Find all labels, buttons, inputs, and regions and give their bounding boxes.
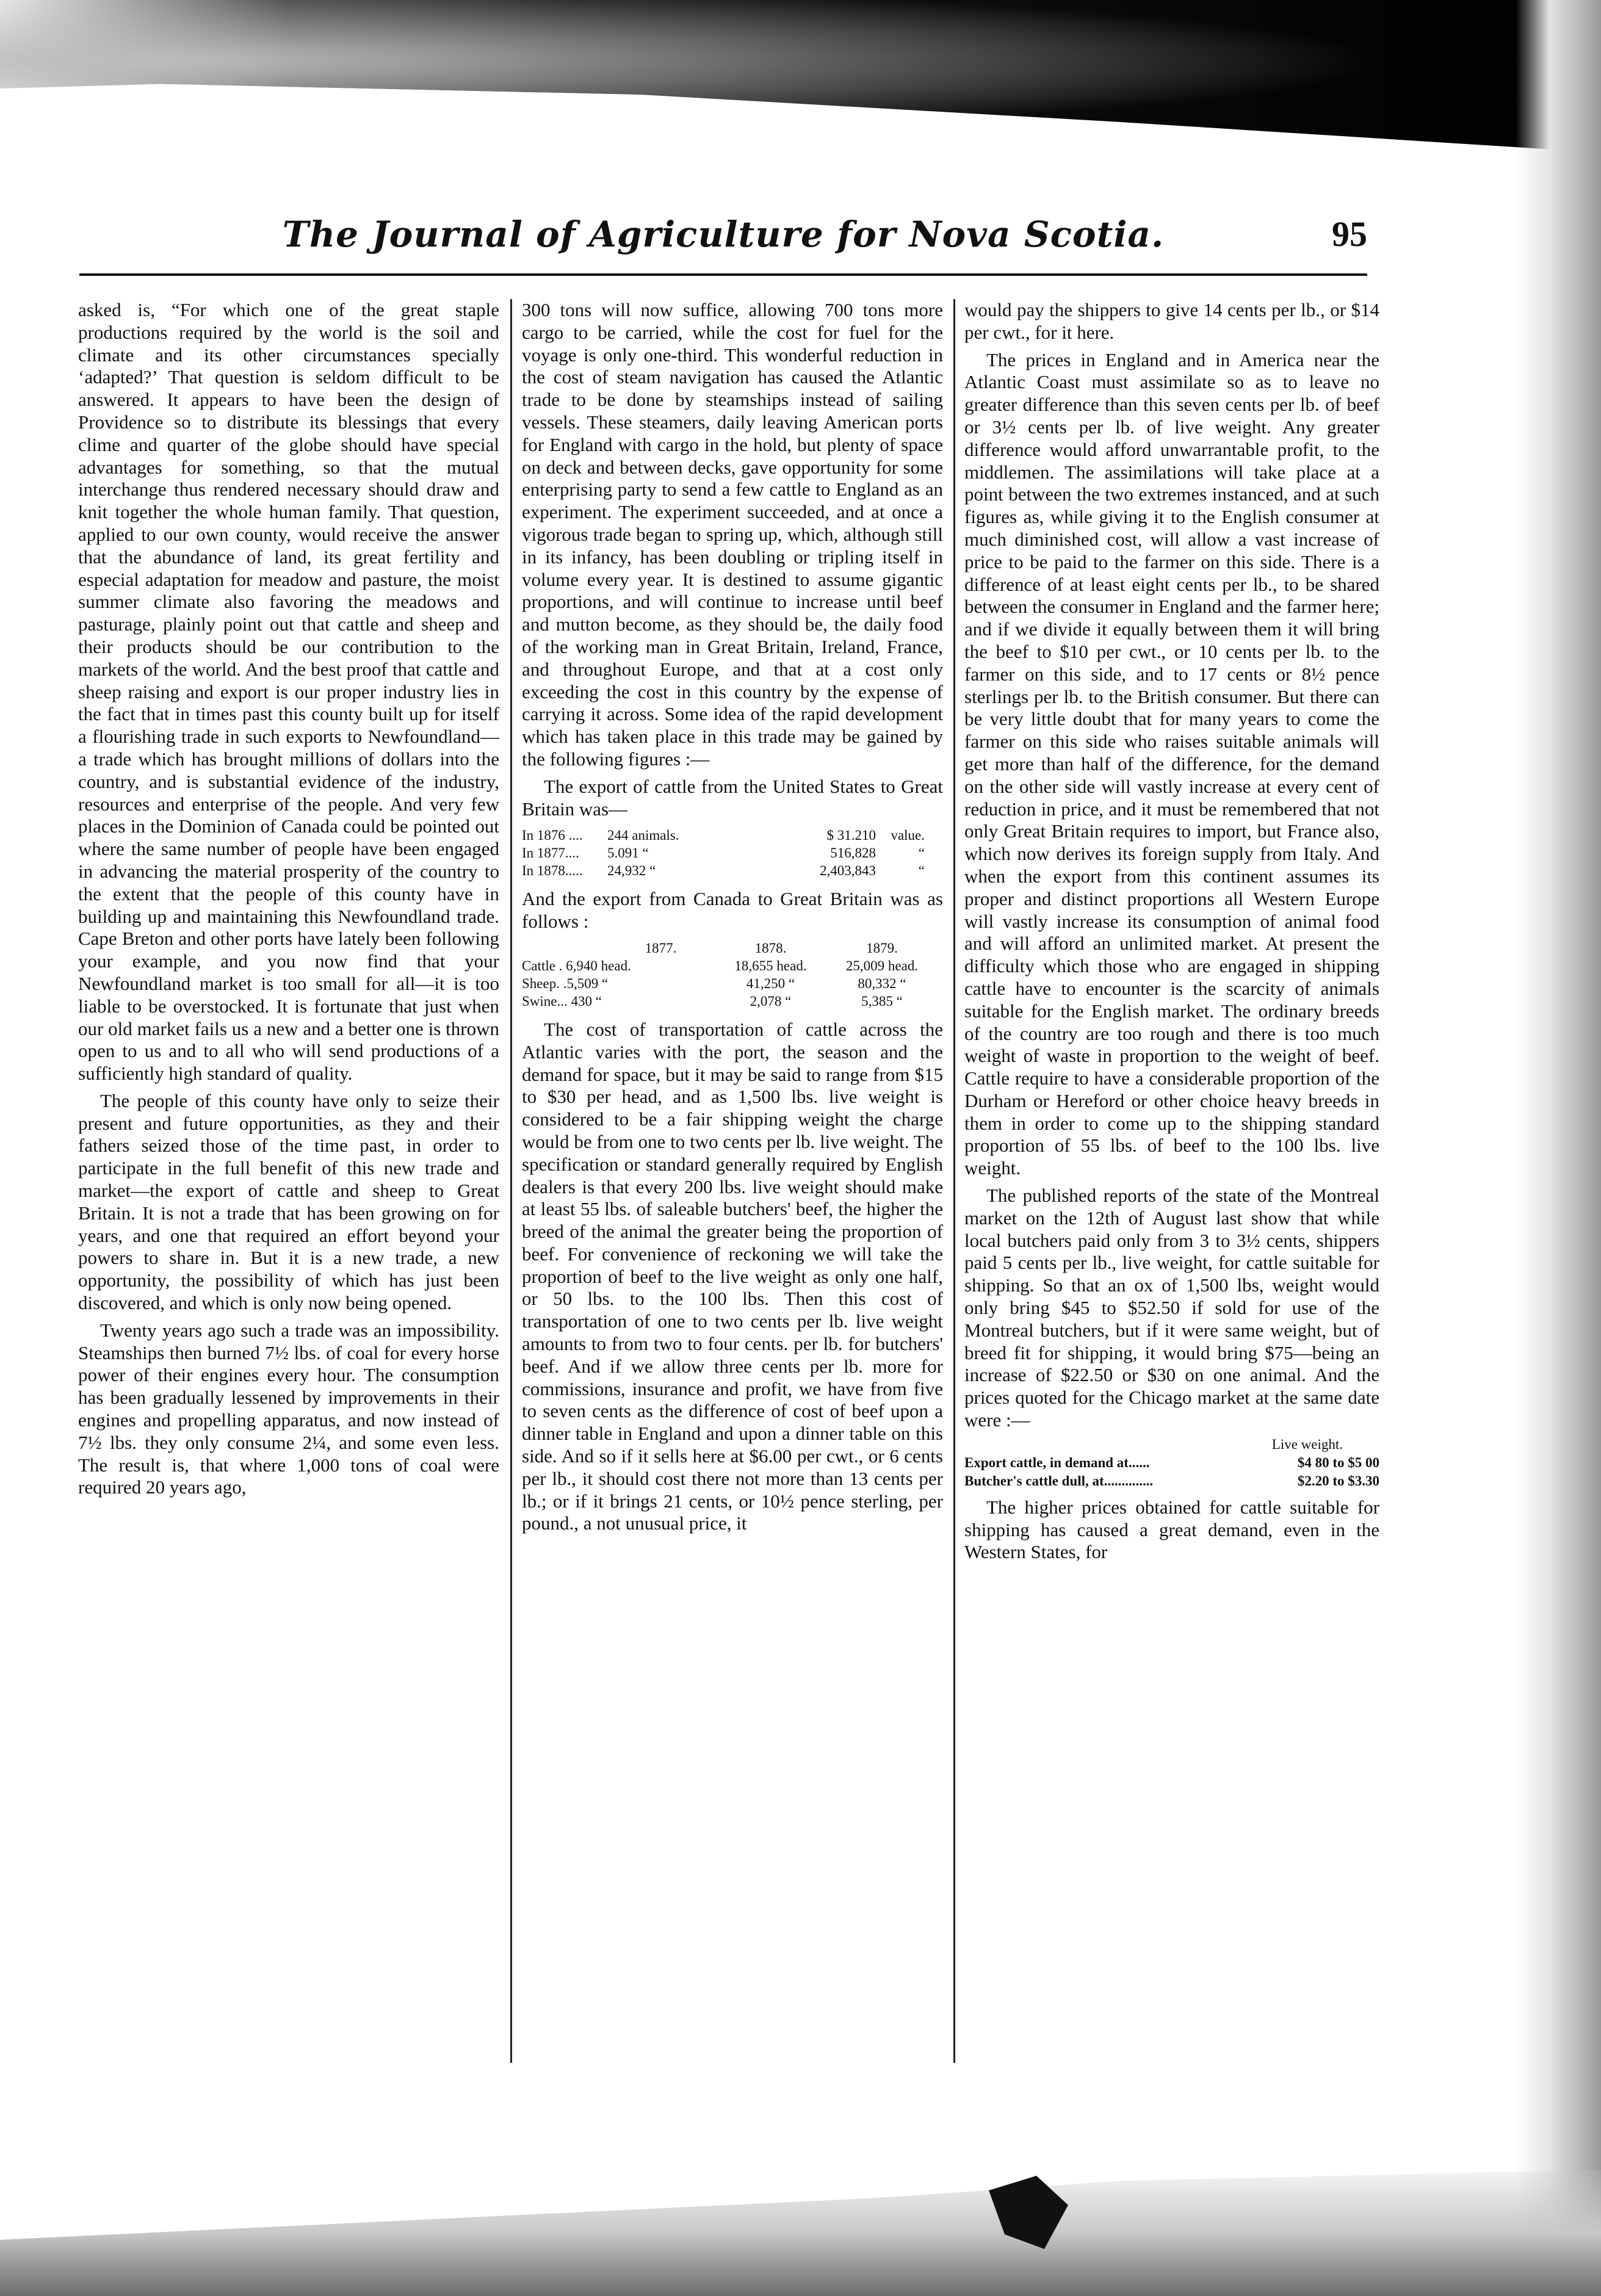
- table-row: Export cattle, in demand at...... $4 80 to $5 00: [964, 1454, 1379, 1470]
- paragraph: would pay the shippers to give 14 cents per lb., or $14 per cwt., for it here.: [964, 299, 1379, 343]
- us-export-table: [522, 826, 943, 879]
- table-header-row: 1877. 1878. 1879.: [645, 940, 898, 956]
- chicago-prices-table: [964, 1435, 1379, 1490]
- column-divider-2: [953, 299, 955, 2063]
- table-row: In 1876 .... 244 animals. $ 31.210 value.: [522, 828, 925, 843]
- paragraph: asked is, “For which one of the great staple productions required by the world is the soil and climate and its other circumstances specially ‘adapted?’ That question is seldom difficult to be answered. It appears to have been the design of Providence so to distribute its blessings that every clime and quarter of the globe should have special advantages for something, so that the mutual interchange thus rendered necessary should draw and knit together the whole human family. That question, applied to our own county, would receive the answer that the abundance of land, its great fertility and especial adaptation for meadow and pasture, the moist summer climate also favoring the meadows and pasturage, plainly point out that cattle and sheep and their products should be our contribution to the markets of the world. And the best proof that cattle and sheep raising and export is our proper industry lies in the fact that in times past this county built up for itself a flourishing trade in such exports to Newfoundland—a trade which has brought millions of dollars into the country, and is substantial evidence of the industry, resources and enterprise of the people. And very few places in the Dominion of Canada could be pointed out where the same number of people have been engaged in advancing the material prosperity of the country to the extent that the people of this county have in building up and maintaining this Newfoundland trade. Cape Breton and other ports have lately been following your example, and you now find that your Newfoundland market is too small for all—it is too liable to be overstocked. It is fortunate that just when our old market fails us a new and a better one is thrown open to us and to all who will send productions of a sufficiently high standard of quality.: [78, 299, 499, 1085]
- page-number: 95: [1332, 214, 1367, 254]
- paragraph: The people of this county have only to seize their present and future opportunities, as they and their fathers seized those of the time past, in order to participate in the full benefit of this new trade and market—the export of cattle and sheep to Great Britain. It is not a trade that has been growing on for years, and one that required an effort beyond your powers to share in. But it is a new trade, a new opportunity, the possibility of which has just been discovered, and which is only now being opened.: [78, 1089, 499, 1314]
- table-row: Swine... 430 “ 2,078 “ 5,385 “: [522, 993, 903, 1009]
- table-row: In 1878..... 24,932 “ 2,403,843 “: [522, 863, 925, 879]
- column-3: [964, 299, 1379, 1564]
- paragraph: 300 tons will now suffice, allowing 700 tons more cargo to be carried, while the cost for fuel for the voyage is only one-third. This wonderful reduction in the cost of steam navigation has caused the Atlantic trade to be done by steamships instead of sailing vessels. These steamers, daily leaving American ports for England with cargo in the hold, but plenty of space on deck and between decks, gave opportunity for some enterprising party to send a few cattle to England as an experiment. The experiment succeeded, and at once a vigorous trade began to spring up, which, although still in its infancy, has been doubling or tripling itself in volume every year. It is destined to assume gigantic proportions, and will continue to increase until beef and mutton become, as they should be, the daily food of the working man in Great Britain, Ireland, France, and throughout Europe, and that at a cost only exceeding the cost in this country by the expense of carrying it across. Some idea of the rapid development which has taken place in this trade may be gained by the following figures :—: [522, 299, 943, 770]
- table-row: Butcher's cattle dull, at.............. $2.20 to $3.30: [964, 1473, 1379, 1489]
- scan-shadow-bottom: [0, 2156, 1601, 2296]
- paragraph: The prices in England and in America near the Atlantic Coast must assimilate so as to leave no greater difference than this seven cents per lb. of beef or 3½ cents per lb. of live weight. Any greater difference would afford unwarrantable profit, to the middlemen. The assimilations will take place at a point between the two extremes instanced, and at such figures as, while giving it to the English consumer at much diminished cost, will allow a vast increase of price to be paid to the farmer on this side. There is a difference of at least eight cents per lb., to be shared between the consumer in England and the farmer here; and if we divide it equally between them it will bring the beef to $10 per cwt., or 10 cents per lb. to the farmer on this side, and to 17 cents or 8½ pence sterlings per lb. to the British consumer. But there can be very little doubt that for many years to come the farmer on this side who raises suitable animals will get more than half of the difference, for the demand on the other side will vastly increase at every cent of reduction in price, and it must be remembered that not only Great Britain requires to import, but France also, which now derives its foreign supply from Italy. And when the export from this continent assumes its proper and distinct proportions all Western Europe will vastly increase its consumption of animal food and will afford an unlimited market. At present the difficulty which those who are engaged in shipping cattle have to encounter is the scarcity of animals suitable for the English market. The ordinary breeds of the country are too rough and there is too much weight of waste in proportion to the weight of beef. Cattle require to have a considerable proportion of the Durham or Hereford or other choice heavy breeds in them in order to come up to the shipping standard proportion of 55 lbs. of beef to the 100 lbs. live weight.: [964, 348, 1379, 1179]
- column-2: [522, 299, 943, 1535]
- column-1: [78, 299, 499, 1499]
- canada-export-table: [522, 939, 943, 1010]
- paragraph: And the export from Canada to Great Britain was as follows :: [522, 888, 943, 933]
- table-row: Sheep. .5,509 “ 41,250 “ 80,332 “: [522, 975, 906, 991]
- header-rule: [79, 273, 1367, 276]
- paragraph: The published reports of the state of the Montreal market on the 12th of August last show that while local butchers paid only from 3 to 3½ cents, shippers paid 5 cents per lb., live weight, for cattle suitable for shipping. So that an ox of 1,500 lbs, weight would only bring $45 to $52.50 if sold for use of the Montreal butchers, but if it were same weight, but of breed fit for shipping, it would bring $75—being an increase of $22.50 or $30 on one animal. And the prices quoted for the Chicago market at the same date were :—: [964, 1185, 1379, 1431]
- paragraph: The cost of transportation of cattle across the Atlantic varies with the port, the season and the demand for space, but it may be said to range from $15 to $30 per head, and as 1,500 lbs. live weight is considered to be a fair shipping weight the charge would be from one to two cents per lb. live weight. The specification or standard generally required by English dealers is that every 200 lbs. live weight should make at least 55 lbs. of saleable butchers' beef, the higher the breed of the animal the greater being the proportion of beef. For convenience of reckoning we will take the proportion of beef to the live weight as only one half, or 50 lbs. to the 100 lbs. Then this cost of transportation of one to two cents per lb. live weight amounts to from two to four cents. per lb. for butchers' beef. And if we allow three cents per lb. more for commissions, insurance and profit, we have from five to seven cents as the difference of cost of beef upon a dinner table in England and upon a dinner table on this side. And so if it sells here at $6.00 per cwt., or 6 cents per lb., it should cost there not more than 13 cents per lb.; or if it brings 21 cents, or 10½ pence sterling, per pound., a not unusual price, it: [522, 1018, 943, 1534]
- page-header: [79, 214, 1367, 275]
- scan-shadow-top: [0, 0, 1601, 153]
- table-header: Live weight.: [1271, 1436, 1343, 1452]
- paragraph: The higher prices obtained for cattle suitable for shipping has caused a great demand, even in the Western States, for: [964, 1496, 1379, 1563]
- column-divider-1: [510, 299, 512, 2063]
- table-row: In 1877.... 5.091 “ 516,828 “: [522, 845, 925, 861]
- paragraph: The export of cattle from the United States to Great Britain was—: [522, 775, 943, 820]
- table-row: Cattle . 6,940 head. 18,655 head. 25,009 head.: [522, 958, 919, 973]
- paragraph: Twenty years ago such a trade was an impossibility. Steamships then burned 7½ lbs. of coal for every horse power of their engines every hour. The consumption has been gradually lessened by improvements in their engines and propelling apparatus, and now instead of 7½ lbs. they only consume 2¼, and some even less. The result is, that where 1,000 tons of coal were required 20 years ago,: [78, 1319, 499, 1498]
- journal-title: The Journal of Agriculture for Nova Scotia.: [282, 214, 1165, 255]
- scan-shadow-right: [1516, 0, 1601, 2296]
